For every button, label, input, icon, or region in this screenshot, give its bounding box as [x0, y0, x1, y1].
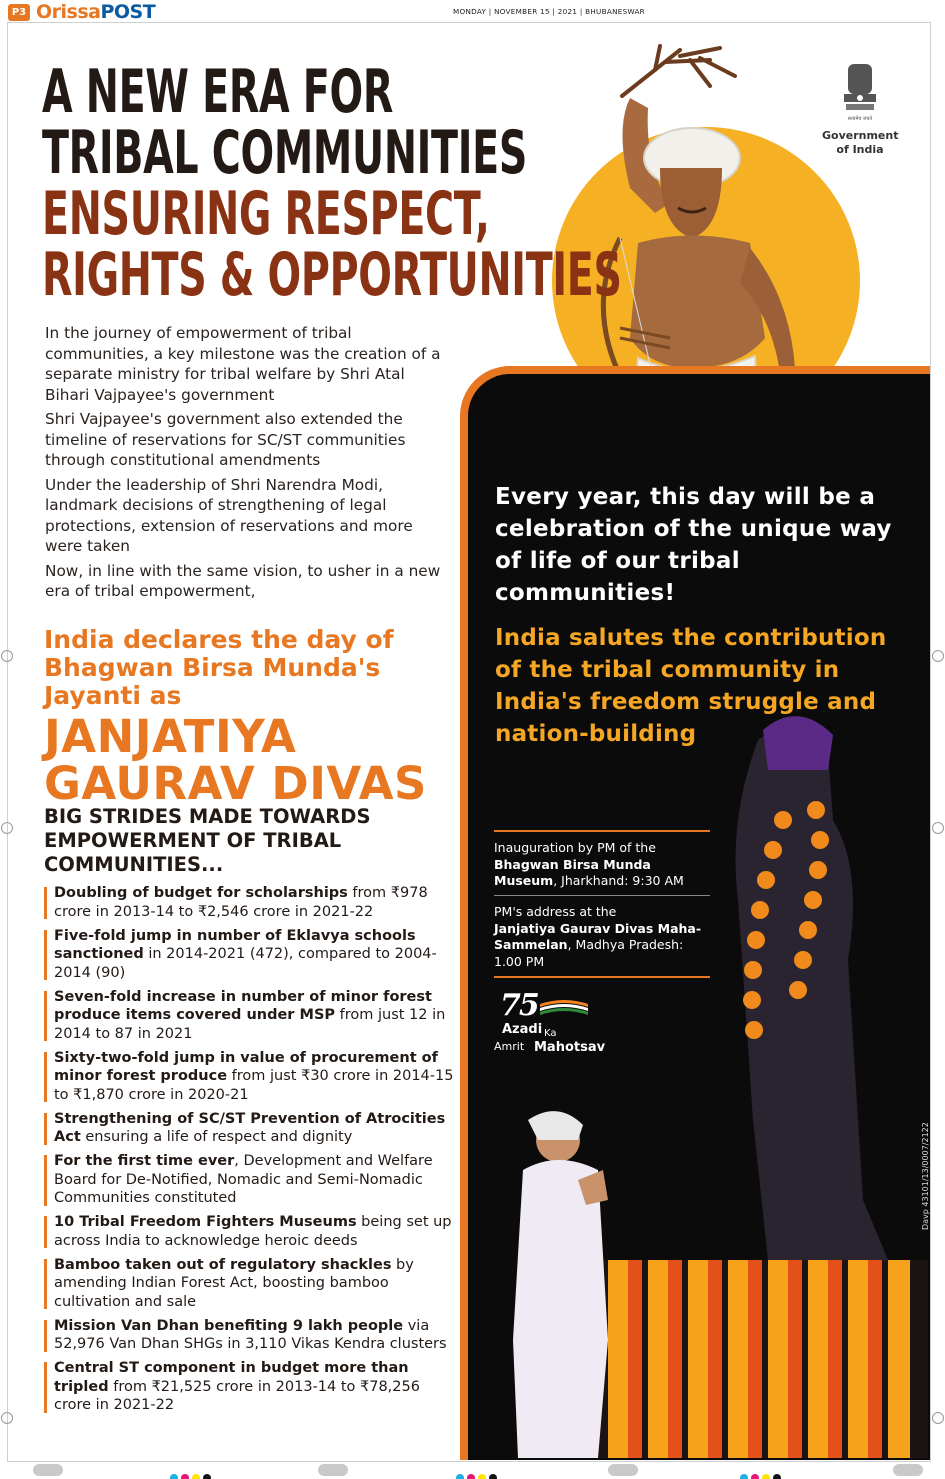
event-schedule-2 [494, 904, 710, 970]
brand-post: POST [100, 1, 156, 23]
headline-line-2: TRIBAL COMMUNITIES [42, 118, 528, 188]
headline-line-3: ENSURING RESPECT, [42, 179, 490, 249]
headline-line-4: RIGHTS & OPPORTUNITIES [42, 240, 622, 310]
event2-pre: PM's address at the [494, 904, 617, 919]
event-divider [494, 830, 710, 832]
panel-lead-text: Every year, this day will be a celebration of the unique way of life of our tribal communities! [495, 484, 892, 606]
bullet-rest: from just ₹30 crore in 2014-15 to ₹1,870 crore in 2020-21 [54, 1068, 454, 1103]
bullet-rest: from ₹21,525 crore in 2013-14 to ₹78,256 crore in 2021-22 [54, 1378, 420, 1413]
list-item [44, 927, 454, 983]
bullet-bold: Central ST component in budget more than tripled [54, 1360, 409, 1395]
government-of-india-emblem [822, 60, 898, 156]
registration-mark [1, 822, 13, 834]
azadi-ka-amrit-mahotsav-logo [494, 988, 614, 1060]
registration-mark [932, 1412, 944, 1424]
color-registration-dots [170, 1467, 214, 1477]
pm-statue-tribute-photo [468, 700, 928, 1458]
jgd-line-1: JANJATIYA [44, 710, 297, 763]
printer-mark [608, 1464, 638, 1476]
bullet-rest: in 2014-2021 (472), compared to 2004-2014 (90) [54, 946, 437, 981]
emblem-label-line1: Government [822, 129, 899, 142]
intro-paragraph: In the journey of empowerment of tribal communities, a key milestone was the creation of a separate ministry for tribal welfare by Shri Atal Bihari Vajpayee's government [45, 324, 441, 404]
akam-mahotsav: Mahotsav [534, 1040, 606, 1055]
event-schedule-1 [494, 840, 710, 890]
registration-mark [932, 822, 944, 834]
bullet-bold: Five-fold jump in number of Eklavya schools sanctioned [54, 927, 416, 962]
janjatiya-gaurav-divas-title [44, 710, 427, 810]
brand-orissa: Orissa [36, 1, 101, 23]
list-item [44, 884, 454, 921]
dateline: MONDAY | NOVEMBER 15 | 2021 | BHUBANESWAR [453, 7, 645, 16]
event-divider [494, 895, 710, 896]
bullet-bold: Sixty-two-fold jump in value of procurement of minor forest produce [54, 1049, 438, 1084]
panel-salute-text: India salutes the contribution of the tribal community in India's freedom struggle and nation-building [495, 625, 887, 747]
printer-mark [33, 1464, 63, 1476]
list-item [44, 1317, 454, 1354]
registration-mark [1, 1412, 13, 1424]
masthead [0, 0, 945, 24]
emblem-label-line2: of India [836, 143, 884, 156]
list-item [44, 1256, 454, 1312]
davp-code [921, 1216, 930, 1230]
event1-pre: Inauguration by PM of the [494, 840, 656, 855]
bullet-rest: ensuring a life of respect and dignity [80, 1129, 353, 1145]
registration-mark [932, 650, 944, 662]
event-divider [494, 976, 710, 978]
intro-paragraph: Under the leadership of Shri Narendra Modi, landmark decisions of strengthening of legal protections, extension of reservations and more were taken [45, 475, 413, 555]
page-number-badge: P3 [8, 4, 30, 21]
bullet-bold: Doubling of budget for scholarships [54, 885, 348, 901]
strides-heading: BIG STRIDES MADE TOWARDS EMPOWERMENT OF TRIBAL COMMUNITIES... [44, 805, 371, 876]
printer-mark [318, 1464, 348, 1476]
bullet-rest: by amending Indian Forest Act, boosting bamboo cultivation and sale [54, 1256, 414, 1310]
headline [42, 57, 622, 310]
intro-paragraph: Shri Vajpayee's government also extended the timeline of reservations for SC/ST communities through constitutional amendments [45, 410, 406, 469]
registration-mark [1, 650, 13, 662]
bullet-bold: Strengthening of SC/ST Prevention of Atrocities Act [54, 1110, 446, 1145]
intro-copy [45, 323, 445, 606]
bullet-bold: Bamboo taken out of regulatory shackles [54, 1256, 392, 1273]
list-item [44, 1049, 454, 1105]
akam-75: 75 [500, 988, 538, 1023]
svg-text:सत्यमेव जयते: सत्यमेव जयते [847, 116, 873, 122]
newspaper-logo [36, 1, 155, 23]
bullet-rest: being set up across India to acknowledge heroic deeds [54, 1214, 452, 1249]
list-item [44, 988, 454, 1044]
bullet-rest: from ₹978 crore in 2013-14 to ₹2,546 crore in 2021-22 [54, 885, 428, 920]
akam-amrit: Amrit [494, 1040, 525, 1053]
akam-ka: Ka [544, 1028, 557, 1039]
headline-line-1: A NEW ERA FOR [42, 57, 393, 127]
bullet-bold: 10 Tribal Freedom Fighters Museums [54, 1214, 357, 1230]
color-registration-dots [456, 1467, 500, 1477]
bullet-bold: Seven-fold increase in number of minor forest produce items covered under MSP [54, 988, 432, 1023]
bullet-rest: , Development and Welfare Board for De-Notified, Nomadic and Semi-Nomadic Communities constituted [54, 1153, 433, 1206]
event2-post: , Madhya Pradesh: 1.00 PM [494, 937, 684, 969]
akam-azadi: Azadi [502, 1022, 543, 1037]
bullet-rest: via 52,976 Van Dhan SHGs in 3,110 Vikas Kendra clusters [54, 1317, 447, 1352]
intro-paragraph: Now, in line with the same vision, to usher in a new era of tribal empowerment, [45, 561, 441, 600]
lion-capital-icon [840, 60, 880, 124]
tricolour-flag-icon [540, 998, 588, 1018]
list-item [44, 1110, 454, 1147]
list-item [44, 1213, 454, 1250]
bullet-rest: from just 12 in 2014 to 87 in 2021 [54, 1007, 446, 1042]
achievements-list [44, 884, 454, 1420]
jgd-line-2: GAURAV DIVAS [44, 757, 427, 810]
bullet-bold: For the first time ever [54, 1153, 235, 1169]
event1-post: , Jharkhand: 9:30 AM [553, 873, 684, 888]
list-item [44, 1152, 454, 1208]
declaration-text: India declares the day of Bhagwan Birsa Munda's Jayanti as [44, 625, 394, 710]
event1-bold: Bhagwan Birsa Munda Museum [494, 856, 651, 888]
event2-bold: Janjatiya Gaurav Divas Maha-Sammelan [494, 920, 702, 952]
list-item [44, 1359, 454, 1415]
bullet-bold: Mission Van Dhan benefiting 9 lakh people [54, 1317, 404, 1334]
color-registration-dots [740, 1467, 784, 1477]
printer-mark [893, 1464, 923, 1476]
